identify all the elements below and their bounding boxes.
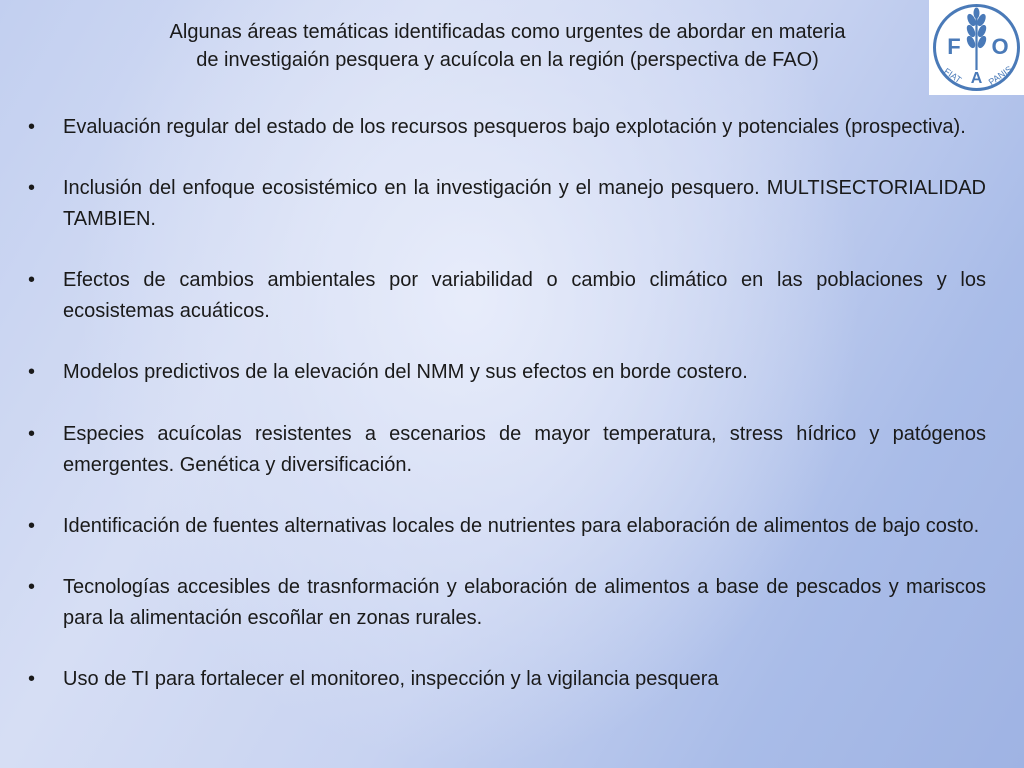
svg-text:F: F [947, 34, 961, 59]
bullet-item [28, 664, 986, 695]
bullet-text: Uso de TI para fortalecer el monitoreo, inspección y la vigilancia pesquera [63, 668, 719, 690]
bullet-item [28, 572, 986, 634]
slide-title-line-2: de investigaión pesquera y acuícola en la región (perspectiva de FAO) [196, 49, 819, 71]
svg-text:FIAT: FIAT [942, 66, 964, 86]
bullet-marker: • [28, 668, 36, 690]
bullet-marker: • [28, 423, 36, 445]
bullet-list [28, 112, 986, 726]
bullet-marker: • [28, 269, 36, 291]
bullet-marker: • [28, 515, 36, 537]
bullet-item [28, 511, 986, 542]
bullet-item [28, 173, 986, 235]
bullet-item [28, 265, 986, 327]
svg-text:O: O [991, 34, 1009, 59]
bullet-text: Inclusión del enfoque ecosistémico en la investigación y el manejo pesquero. MULTISECTORIALIDAD TAMBIEN. [63, 177, 986, 230]
bullet-text: Modelos predictivos de la elevación del NMM y sus efectos en borde costero. [63, 361, 748, 383]
bullet-item [28, 112, 986, 143]
fao-logo-icon [929, 0, 1024, 95]
bullet-item [28, 419, 986, 481]
bullet-marker: • [28, 116, 36, 138]
bullet-text: Especies acuícolas resistentes a escenarios de mayor temperatura, stress hídrico y patógenos emergentes. Genética y diversificación. [63, 423, 986, 476]
bullet-item [28, 357, 986, 388]
bullet-marker: • [28, 361, 36, 383]
bullet-text: Efectos de cambios ambientales por variabilidad o cambio climático en las poblaciones y los ecosistemas acuáticos. [63, 269, 986, 322]
svg-text:PANIS: PANIS [986, 63, 1014, 88]
bullet-marker: • [28, 576, 36, 598]
bullet-marker: • [28, 177, 36, 199]
bullet-text: Tecnologías accesibles de trasnformación y elaboración de alimentos a base de pescados y mariscos para la alimentación escoñlar en zonas rurales. [63, 576, 986, 629]
bullet-text: Evaluación regular del estado de los recursos pesqueros bajo explotación y potenciales (prospectiva). [63, 116, 966, 138]
slide-title-line-1: Algunas áreas temáticas identificadas como urgentes de abordar en materia [169, 21, 846, 43]
svg-text:A: A [970, 70, 983, 87]
bullet-text: Identificación de fuentes alternativas locales de nutrientes para elaboración de alimentos de bajo costo. [63, 515, 980, 537]
slide-title [100, 18, 915, 74]
